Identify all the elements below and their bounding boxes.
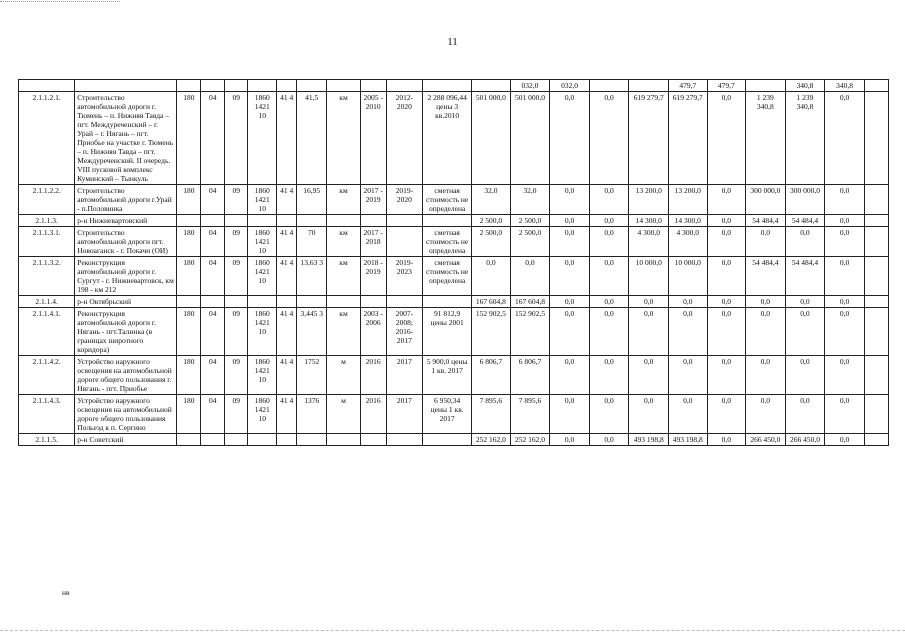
row-object-name: Строительство автомобильной дороги г. Тюмень – п. Нижняя Тавда – пгт. Междуреченский – г. Урай – г. Нягань – пгт. Приобье на участке г. Тюмень – п. Нижняя Тавда – пгт. Междуреченский. II очередь. VIII пусковой комплекс Куминский – Тынкуль	[75, 92, 177, 185]
capacity: 13,63 3	[297, 257, 327, 296]
carry-cell	[177, 80, 201, 92]
amount-cell: 619 279,7	[629, 92, 669, 185]
amount-cell: 14 300,0	[629, 215, 669, 227]
code-type: 41 4	[277, 395, 297, 434]
amount-cell: 6 806,7	[510, 356, 550, 395]
amount-cell: 0,0	[589, 296, 629, 308]
carry-cell	[629, 80, 669, 92]
amount-cell: 1 239 340,8	[746, 92, 786, 185]
code-subsection: 09	[225, 395, 248, 434]
amount-cell: 4 300,0	[629, 227, 669, 257]
amount-cell: 0,0	[550, 215, 590, 227]
unit: км	[327, 227, 360, 257]
code-section: 04	[201, 185, 225, 215]
financing-period	[386, 296, 422, 308]
financing-period	[386, 215, 422, 227]
estimated-cost: 5 900,0 цены 1 кв. 2017	[423, 356, 472, 395]
carry-cell	[472, 80, 511, 92]
amount-cell: 167 604,8	[472, 296, 511, 308]
code-target	[248, 434, 277, 446]
blank-cell	[864, 257, 888, 296]
blank-cell	[864, 356, 888, 395]
table-row	[19, 92, 889, 185]
construction-period: 2016	[360, 395, 386, 434]
code-section: 04	[201, 356, 225, 395]
construction-period	[360, 434, 386, 446]
amount-cell: 0,0	[785, 308, 825, 356]
amount-cell: 7 895,6	[472, 395, 511, 434]
code-type: 41 4	[277, 227, 297, 257]
estimated-cost: сметная стоимость не определена	[423, 185, 472, 215]
blank-cell	[864, 227, 888, 257]
amount-cell: 0,0	[707, 257, 746, 296]
carry-cell	[386, 80, 422, 92]
estimated-cost: сметная стоимость не определена	[423, 227, 472, 257]
estimated-cost	[423, 434, 472, 446]
construction-period: 2003 - 2006	[360, 308, 386, 356]
construction-period: 2017 - 2019	[360, 185, 386, 215]
amount-cell: 0,0	[825, 296, 865, 308]
row-number: 2.1.1.3.1.	[19, 227, 75, 257]
amount-cell: 0,0	[589, 185, 629, 215]
amount-cell: 0,0	[629, 308, 669, 356]
amount-cell: 0,0	[668, 308, 707, 356]
amount-cell: 0,0	[589, 227, 629, 257]
scan-top-edge	[0, 1, 120, 2]
row-object-name: Реконструкция автомобильной дороги г. Сургут - г. Нижневартовск, км 198 - км 212	[75, 257, 177, 296]
carry-cell: 032,0	[510, 80, 550, 92]
unit: км	[327, 257, 360, 296]
carry-cell	[75, 80, 177, 92]
financing-period: 2019-2020	[386, 185, 422, 215]
amount-cell: 152 902,5	[510, 308, 550, 356]
carry-cell	[225, 80, 248, 92]
amount-cell: 0,0	[707, 92, 746, 185]
code-type	[277, 434, 297, 446]
estimated-cost	[423, 215, 472, 227]
code-section: 04	[201, 395, 225, 434]
amount-cell: 0,0	[825, 215, 865, 227]
amount-cell: 0,0	[825, 434, 865, 446]
code-type	[277, 296, 297, 308]
amount-cell: 0,0	[668, 296, 707, 308]
amount-cell: 493 198,8	[668, 434, 707, 446]
carry-cell: 032,0	[550, 80, 590, 92]
financing-period: 2019-2023	[386, 257, 422, 296]
row-object-name: Строительство автомобильной дороги г.Урай - п.Половинка	[75, 185, 177, 215]
amount-cell: 0,0	[629, 356, 669, 395]
financing-period	[386, 227, 422, 257]
row-object-name: р-н Советский	[75, 434, 177, 446]
row-number: 2.1.1.3.	[19, 215, 75, 227]
amount-cell: 0,0	[550, 356, 590, 395]
amount-cell: 0,0	[472, 257, 511, 296]
capacity	[297, 296, 327, 308]
code-subsection	[225, 215, 248, 227]
unit	[327, 434, 360, 446]
amount-cell: 300 000,0	[746, 185, 786, 215]
amount-cell: 0,0	[589, 215, 629, 227]
table-row	[19, 257, 889, 296]
carry-cell	[327, 80, 360, 92]
blank-cell	[864, 215, 888, 227]
unit: км	[327, 308, 360, 356]
row-number: 2.1.1.4.3.	[19, 395, 75, 434]
carry-cell	[201, 80, 225, 92]
code-target: 1860 1421 10	[248, 185, 277, 215]
amount-cell: 54 484,4	[746, 215, 786, 227]
amount-cell: 2 500,0	[510, 227, 550, 257]
carry-cell	[248, 80, 277, 92]
amount-cell: 0,0	[550, 185, 590, 215]
table-row	[19, 185, 889, 215]
financing-period: 2017	[386, 395, 422, 434]
blank-cell	[864, 434, 888, 446]
carry-cell	[19, 80, 75, 92]
amount-cell: 0,0	[510, 257, 550, 296]
amount-cell: 0,0	[746, 296, 786, 308]
code-ministry: 180	[177, 227, 201, 257]
amount-cell: 619 279,7	[668, 92, 707, 185]
footer-initials: нв	[62, 588, 70, 597]
financing-period: 2007-2008; 2016-2017	[386, 308, 422, 356]
code-subsection: 09	[225, 257, 248, 296]
amount-cell: 152 902,5	[472, 308, 511, 356]
code-ministry: 180	[177, 395, 201, 434]
amount-cell: 0,0	[825, 395, 865, 434]
amount-cell: 0,0	[825, 92, 865, 185]
carry-cell	[423, 80, 472, 92]
code-subsection	[225, 296, 248, 308]
code-subsection: 09	[225, 227, 248, 257]
amount-cell: 0,0	[785, 395, 825, 434]
amount-cell: 32,0	[510, 185, 550, 215]
carry-cell	[297, 80, 327, 92]
carry-cell	[360, 80, 386, 92]
capacity: 1376	[297, 395, 327, 434]
capacity: 70	[297, 227, 327, 257]
table-row	[19, 296, 889, 308]
construction-period	[360, 296, 386, 308]
amount-cell: 0,0	[550, 257, 590, 296]
amount-cell: 0,0	[629, 395, 669, 434]
row-object-name: Устройство наружного освещения на автомобильной дороге общего пользования Польеэд к п. Сергино	[75, 395, 177, 434]
amount-cell: 0,0	[785, 356, 825, 395]
amount-cell: 0,0	[707, 434, 746, 446]
blank-cell	[864, 92, 888, 185]
code-type: 41 4	[277, 257, 297, 296]
unit: м	[327, 356, 360, 395]
amount-cell: 0,0	[550, 308, 590, 356]
amount-cell: 0,0	[825, 185, 865, 215]
amount-cell: 54 484,4	[746, 257, 786, 296]
amount-cell: 2 500,0	[472, 215, 511, 227]
row-number: 2.1.1.2.1.	[19, 92, 75, 185]
amount-cell: 0,0	[589, 395, 629, 434]
construction-period	[360, 215, 386, 227]
code-target: 1860 1421 10	[248, 356, 277, 395]
amount-cell: 0,0	[589, 308, 629, 356]
code-ministry	[177, 434, 201, 446]
code-ministry: 180	[177, 185, 201, 215]
carry-cell	[746, 80, 786, 92]
capacity: 41,5	[297, 92, 327, 185]
code-target: 1860 1421 10	[248, 92, 277, 185]
unit: км	[327, 185, 360, 215]
code-section: 04	[201, 92, 225, 185]
table-row	[19, 434, 889, 446]
amount-cell: 501 000,0	[510, 92, 550, 185]
amount-cell: 266 450,0	[785, 434, 825, 446]
code-target: 1860 1421 10	[248, 227, 277, 257]
row-number: 2.1.1.4.	[19, 296, 75, 308]
code-subsection: 09	[225, 308, 248, 356]
capacity: 1752	[297, 356, 327, 395]
code-type	[277, 215, 297, 227]
capacity: 3,445 3	[297, 308, 327, 356]
capacity: 16,95	[297, 185, 327, 215]
code-section: 04	[201, 257, 225, 296]
amount-cell: 0,0	[707, 395, 746, 434]
row-number: 2.1.1.3.2.	[19, 257, 75, 296]
amount-cell: 0,0	[629, 296, 669, 308]
construction-period: 2016	[360, 356, 386, 395]
amount-cell: 13 200,0	[629, 185, 669, 215]
amount-cell: 0,0	[589, 92, 629, 185]
amount-cell: 0,0	[589, 434, 629, 446]
construction-period: 2018 - 2019	[360, 257, 386, 296]
amount-cell: 0,0	[785, 296, 825, 308]
amount-cell: 0,0	[707, 227, 746, 257]
code-section: 04	[201, 227, 225, 257]
code-ministry	[177, 296, 201, 308]
scan-bottom-edge	[0, 630, 905, 631]
amount-cell: 252 162,0	[510, 434, 550, 446]
financing-period: 2012-2020	[386, 92, 422, 185]
unit: км	[327, 92, 360, 185]
code-type: 41 4	[277, 92, 297, 185]
code-ministry: 180	[177, 356, 201, 395]
code-section	[201, 434, 225, 446]
amount-cell: 0,0	[550, 92, 590, 185]
blank-cell	[864, 308, 888, 356]
investment-program-table	[18, 79, 889, 446]
amount-cell: 1 239 340,8	[785, 92, 825, 185]
carry-over-row	[19, 80, 889, 92]
unit: м	[327, 395, 360, 434]
code-type: 41 4	[277, 356, 297, 395]
row-number: 2.1.1.5.	[19, 434, 75, 446]
amount-cell: 0,0	[746, 395, 786, 434]
code-subsection: 09	[225, 356, 248, 395]
blank-cell	[864, 185, 888, 215]
amount-cell: 4 300,0	[668, 227, 707, 257]
amount-cell: 0,0	[550, 296, 590, 308]
amount-cell: 6 806,7	[472, 356, 511, 395]
estimated-cost	[423, 296, 472, 308]
amount-cell: 0,0	[668, 395, 707, 434]
amount-cell: 7 895,6	[510, 395, 550, 434]
amount-cell: 0,0	[746, 227, 786, 257]
row-object-name: р-н Октябрьский	[75, 296, 177, 308]
estimated-cost: 6 950,34 цены 1 кв. 2017	[423, 395, 472, 434]
amount-cell: 2 500,0	[510, 215, 550, 227]
code-ministry: 180	[177, 92, 201, 185]
amount-cell: 10 000,0	[668, 257, 707, 296]
amount-cell: 0,0	[550, 434, 590, 446]
amount-cell: 0,0	[785, 227, 825, 257]
carry-cell	[589, 80, 629, 92]
estimated-cost: 91 812,9 цены 2001	[423, 308, 472, 356]
construction-period: 2005 - 2010	[360, 92, 386, 185]
row-object-name: Устройство наружного освещения на автомобильной дороге общего пользования г. Нягань - пгт. Приобье	[75, 356, 177, 395]
table-row	[19, 308, 889, 356]
amount-cell: 0,0	[550, 227, 590, 257]
unit	[327, 296, 360, 308]
amount-cell: 0,0	[589, 356, 629, 395]
code-section: 04	[201, 308, 225, 356]
amount-cell: 13 200,0	[668, 185, 707, 215]
capacity	[297, 434, 327, 446]
amount-cell: 0,0	[825, 257, 865, 296]
carry-cell: 479,7	[668, 80, 707, 92]
carry-cell: 340,8	[785, 80, 825, 92]
row-number: 2.1.1.2.2.	[19, 185, 75, 215]
amount-cell: 266 450,0	[746, 434, 786, 446]
unit	[327, 215, 360, 227]
carry-cell	[864, 80, 888, 92]
code-ministry: 180	[177, 257, 201, 296]
blank-cell	[864, 296, 888, 308]
table-row	[19, 215, 889, 227]
amount-cell: 0,0	[746, 308, 786, 356]
amount-cell: 0,0	[668, 356, 707, 395]
code-section	[201, 215, 225, 227]
carry-cell: 340,8	[825, 80, 865, 92]
amount-cell: 0,0	[825, 308, 865, 356]
table-row	[19, 356, 889, 395]
financing-period	[386, 434, 422, 446]
amount-cell: 0,0	[707, 308, 746, 356]
amount-cell: 493 198,8	[629, 434, 669, 446]
amount-cell: 167 604,8	[510, 296, 550, 308]
amount-cell: 0,0	[550, 395, 590, 434]
amount-cell: 501 000,0	[472, 92, 511, 185]
table-body	[19, 80, 889, 446]
row-number: 2.1.1.4.1.	[19, 308, 75, 356]
amount-cell: 54 484,4	[785, 215, 825, 227]
table-row	[19, 395, 889, 434]
amount-cell: 0,0	[707, 356, 746, 395]
amount-cell: 14 300,0	[668, 215, 707, 227]
code-target: 1860 1421 10	[248, 257, 277, 296]
code-type: 41 4	[277, 308, 297, 356]
amount-cell: 0,0	[825, 356, 865, 395]
code-subsection: 09	[225, 92, 248, 185]
estimated-cost: 2 288 096,44 цены 3 кв.2010	[423, 92, 472, 185]
row-object-name: Строительство автомобильной дороги пгт. Новоаганск - г. Покачи (ОИ)	[75, 227, 177, 257]
amount-cell: 0,0	[707, 296, 746, 308]
code-ministry: 180	[177, 308, 201, 356]
code-ministry	[177, 215, 201, 227]
code-target	[248, 296, 277, 308]
amount-cell: 0,0	[707, 185, 746, 215]
financing-period: 2017	[386, 356, 422, 395]
row-object-name: р-н Нижневартовский	[75, 215, 177, 227]
code-subsection	[225, 434, 248, 446]
amount-cell: 2 500,0	[472, 227, 511, 257]
construction-period: 2017 - 2018	[360, 227, 386, 257]
amount-cell: 0,0	[746, 356, 786, 395]
code-section	[201, 296, 225, 308]
amount-cell: 252 162,0	[472, 434, 511, 446]
row-object-name: Реконструкция автомобильной дороги г. Нягань - пгт.Талинка (в границах широтного коридора)	[75, 308, 177, 356]
capacity	[297, 215, 327, 227]
page-number: 11	[447, 36, 458, 48]
row-number: 2.1.1.4.2.	[19, 356, 75, 395]
amount-cell: 0,0	[825, 227, 865, 257]
amount-cell: 10 000,0	[629, 257, 669, 296]
code-subsection: 09	[225, 185, 248, 215]
estimated-cost: сметная стоимость не определена	[423, 257, 472, 296]
code-target: 1860 1421 10	[248, 395, 277, 434]
code-type: 41 4	[277, 185, 297, 215]
code-target: 1860 1421 10	[248, 308, 277, 356]
amount-cell: 32,0	[472, 185, 511, 215]
amount-cell: 54 484,4	[785, 257, 825, 296]
carry-cell	[277, 80, 297, 92]
carry-cell: 479,7	[707, 80, 746, 92]
table-row	[19, 227, 889, 257]
amount-cell: 0,0	[589, 257, 629, 296]
code-target	[248, 215, 277, 227]
amount-cell: 0,0	[707, 215, 746, 227]
blank-cell	[864, 395, 888, 434]
amount-cell: 300 000,0	[785, 185, 825, 215]
